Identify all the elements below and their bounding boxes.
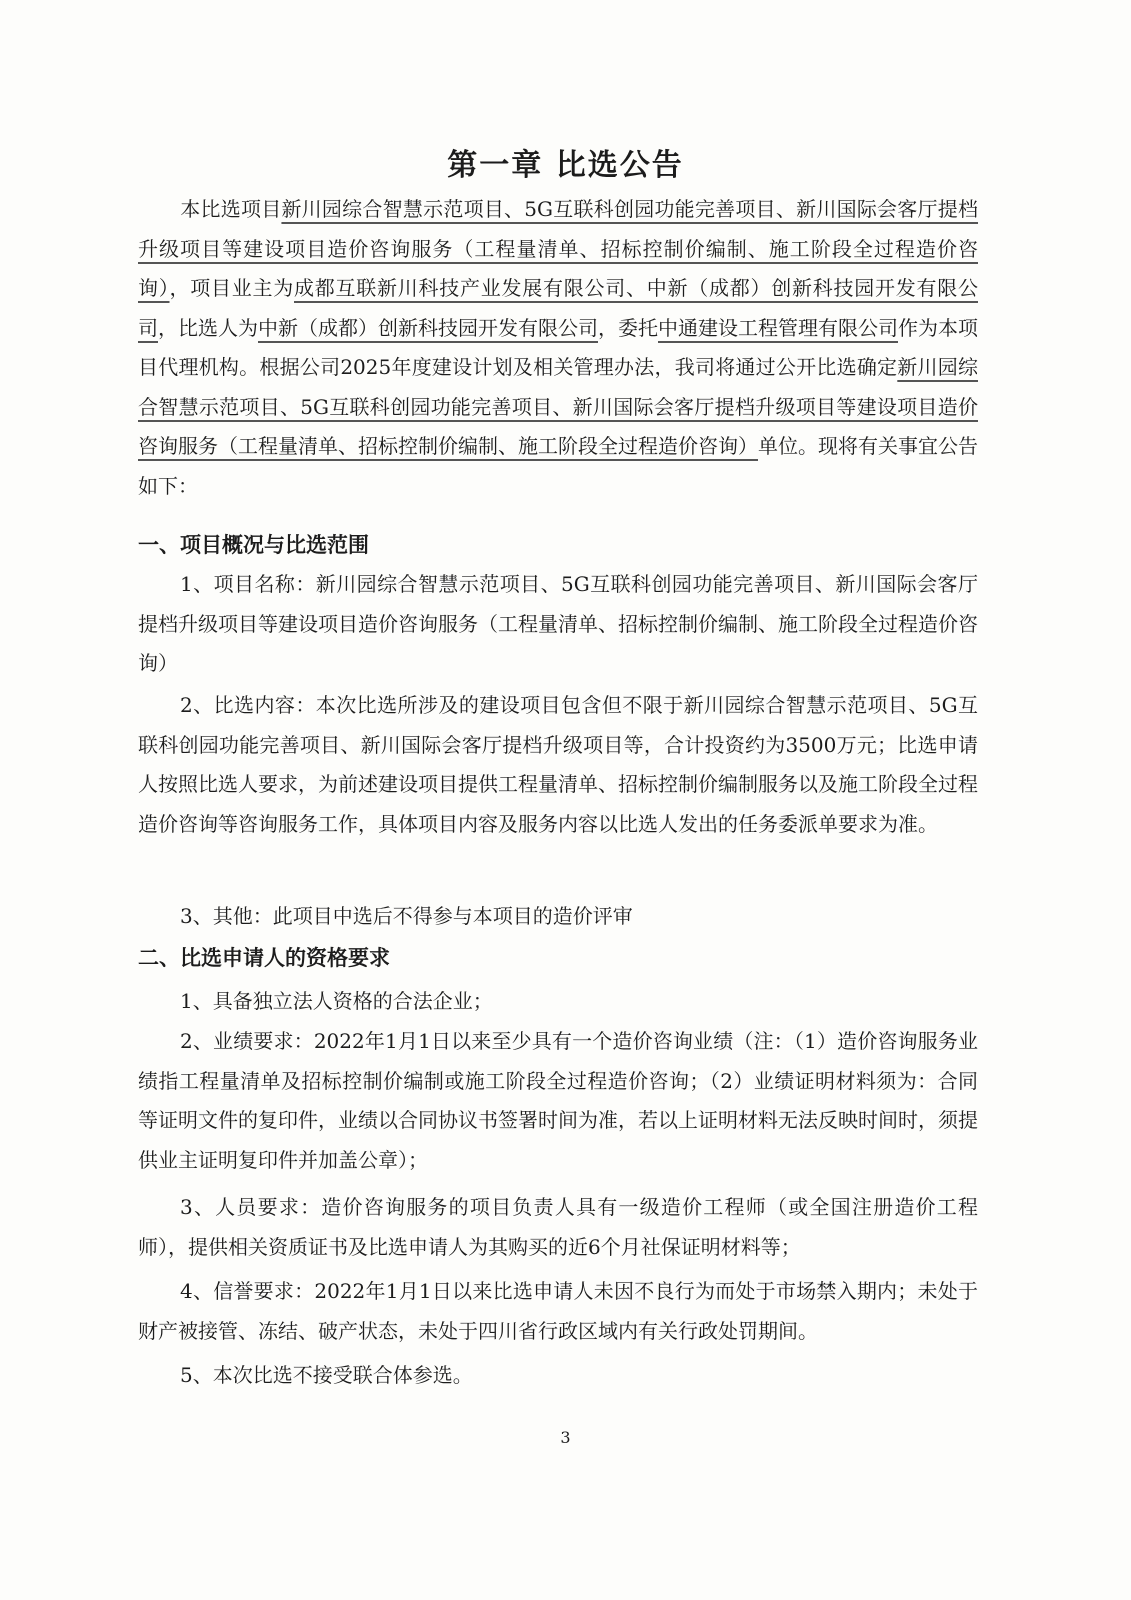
section2-item-5-text: 5、本次比选不接受联合体参选。 [180, 1363, 473, 1387]
section2-item-3-text: 3、人员要求：造价咨询服务的项目负责人具有一级造价工程师（或全国注册造价工程师），提供相关资质证书及比选申请人为其购买的近6个月社保证明材料等； [138, 1195, 978, 1259]
section1-item-2-text: 2、比选内容：本次比选所涉及的建设项目包含但不限于新川园综合智慧示范项目、5G互联科创园功能完善项目、新川国际会客厅提档升级项目等，合计投资约为3500万元；比选申请人按照比选人要求，为前述建设项目提供工程量清单、招标控制价编制服务以及施工阶段全过程造价咨询等咨询服务工作，具体项目内容及服务内容以比选人发出的任务委派单要求为准。 [138, 693, 978, 836]
section2-heading: 二、比选申请人的资格要求 [138, 946, 390, 970]
intro-agency: 中通建设工程管理有限公司 [658, 315, 898, 340]
intro-project-name-repeat: 新川园综合智慧示范项目、5G互联科创园功能完善项目、新川国际会客厅提档升级项目等建设项目造价咨询服务（工程量清单、招标控制价编制、施工阶段全过程造价咨询） [138, 355, 978, 458]
intro-text-3: ，比选人为 [158, 315, 258, 340]
section2-item-2 [138, 1022, 978, 1180]
intro-text-5: 作为本项目代理机构。根据公司2025年度建设计划及相关管理办法，我司将通过公开比选确定 [138, 315, 978, 379]
section2-item-5 [138, 1356, 978, 1396]
section2-item-4-text: 4、信誉要求：2022年1月1日以来比选申请人未因不良行为而处于市场禁入期内；未处于财产被接管、冻结、破产状态，未处于四川省行政区域内有关行政处罚期间。 [138, 1279, 978, 1343]
section2-item-2-text: 2、业绩要求：2022年1月1日以来至少具有一个造价咨询业绩（注：（1）造价咨询服务业绩指工程量清单及招标控制价编制或施工阶段全过程造价咨询；（2）业绩证明材料须为：合同等证明文件的复印件，业绩以合同协议书签署时间为准，若以上证明材料无法反映时间时，须提供业主证明复印件并加盖公章）； [138, 1029, 978, 1172]
section2-item-3 [138, 1188, 978, 1267]
intro-text-2: ，项目业主为 [169, 276, 294, 300]
page-number: 3 [560, 1428, 571, 1447]
intro-selector: 中新（成都）创新科技园开发有限公司 [258, 315, 598, 340]
section2-item-4 [138, 1272, 978, 1351]
intro-text-1: 本比选项目 [180, 197, 282, 221]
section2-item-1 [138, 982, 978, 1022]
section1-heading: 一、项目概况与比选范围 [138, 533, 369, 557]
chapter-title: 第一章 比选公告 [447, 148, 684, 183]
section1-item-1-text: 1、项目名称：新川园综合智慧示范项目、5G互联科创园功能完善项目、新川国际会客厅提档升级项目等建设项目造价咨询服务（工程量清单、招标控制价编制、施工阶段全过程造价咨询） [138, 572, 978, 675]
intro-project-owner: 成都互联新川科技产业发展有限公司、中新（成都）创新科技园开发有限公司 [138, 276, 978, 340]
section1-item-1 [138, 565, 978, 684]
section1-item-2 [138, 686, 978, 844]
intro-text-4: ，委托 [598, 315, 658, 340]
section2-item-1-text: 1、具备独立法人资格的合法企业； [180, 989, 493, 1013]
intro-text-6: 单位。现将有关事宜公告如下： [138, 434, 978, 498]
section1-item-3-text: 3、其他：此项目中选后不得参与本项目的造价评审 [180, 904, 633, 928]
section1-item-3 [138, 897, 978, 937]
intro-project-name: 新川园综合智慧示范项目、5G互联科创园功能完善项目、新川国际会客厅提档升级项目等建设项目造价咨询服务（工程量清单、招标控制价编制、施工阶段全过程造价咨询） [138, 197, 979, 300]
intro-paragraph [138, 190, 978, 506]
